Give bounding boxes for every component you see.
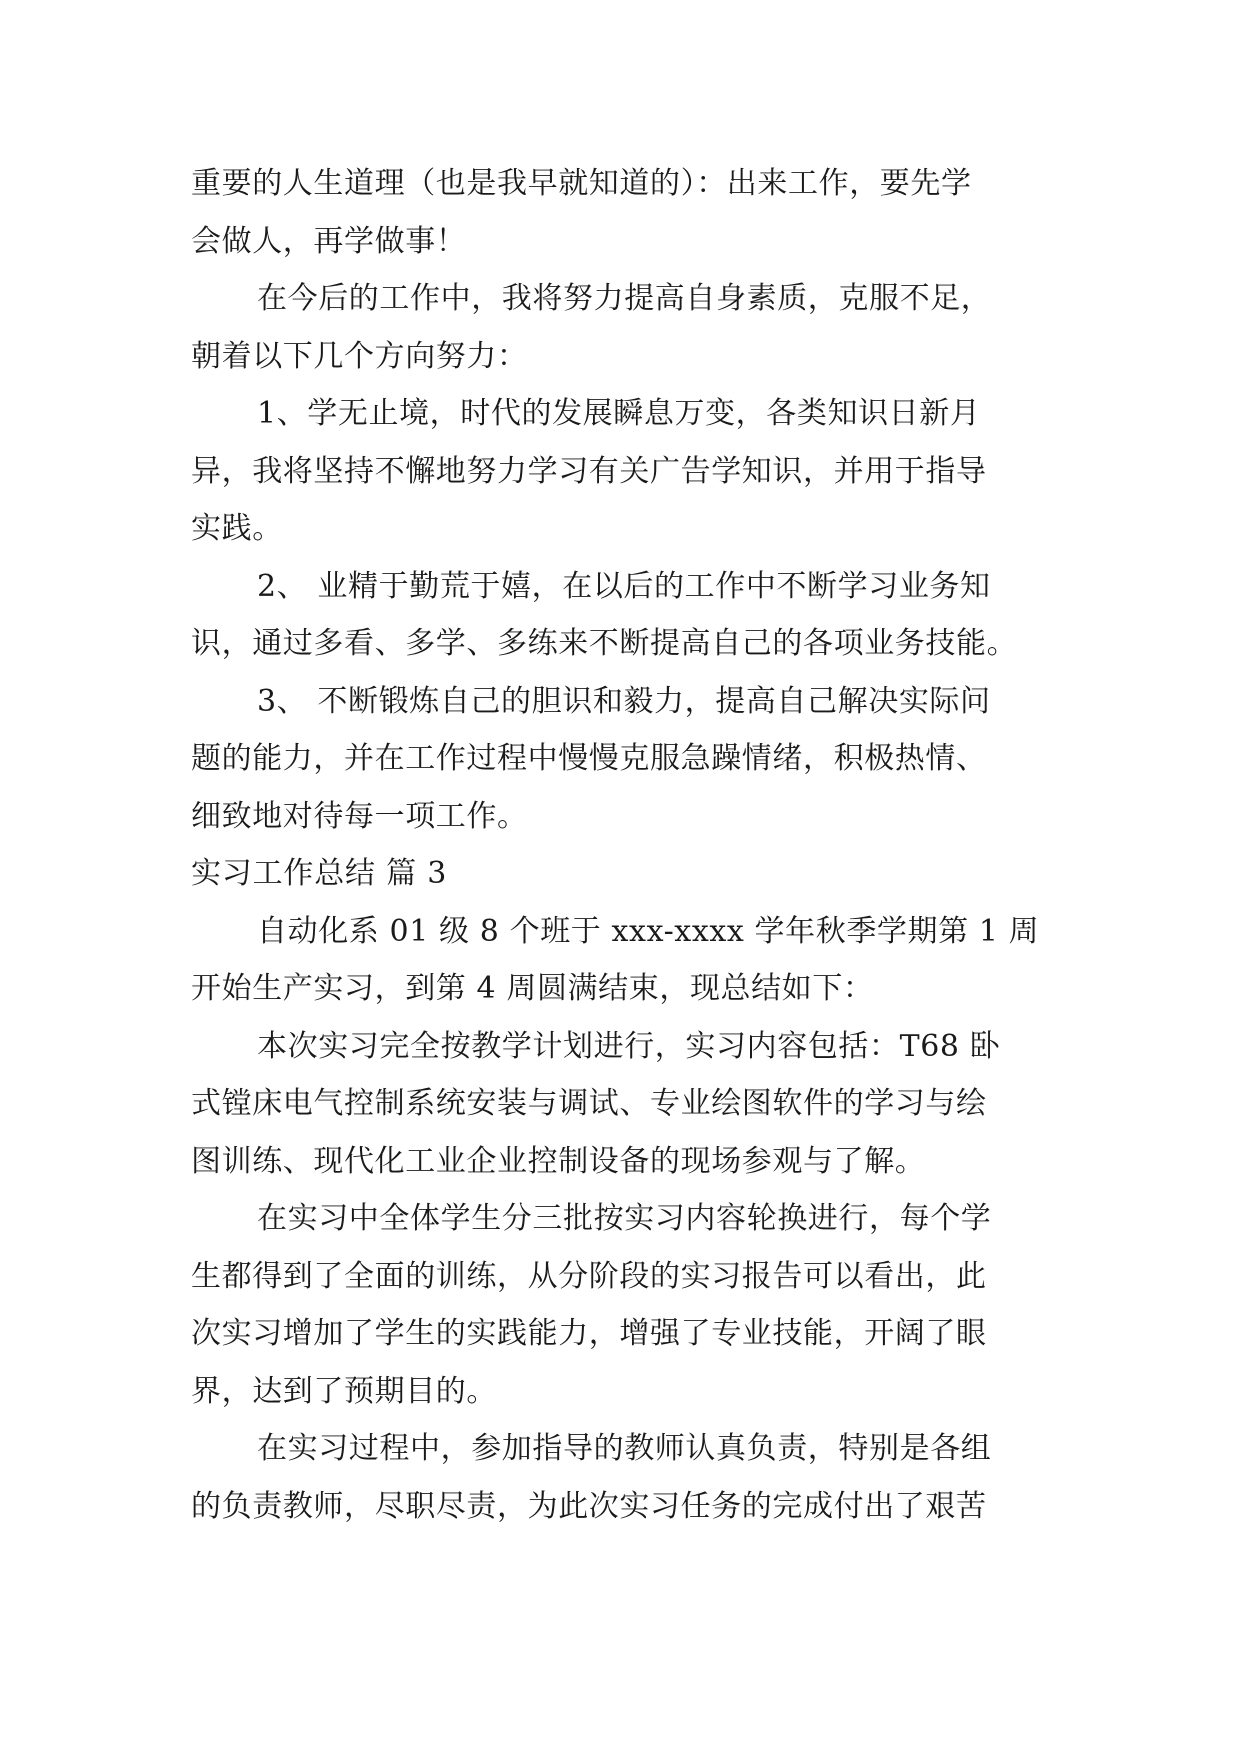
text-line: 开始生产实习，到第 4 周圆满结束，现总结如下： <box>191 971 874 1006</box>
text-line: 自动化系 01 级 8 个班于 xxx-xxxx 学年秋季学期第 1 周 <box>257 913 1040 949</box>
text-line: 界，达到了预期目的。 <box>191 1373 497 1409</box>
text-line: 会做人，再学做事！ <box>191 223 467 259</box>
document-body <box>191 155 1061 1535</box>
text-line: 次实习增加了学生的实践能力，增强了专业技能，开阔了眼 <box>191 1316 987 1351</box>
text-line: 识，通过多看、多学、多练来不断提高自己的各项业务技能。 <box>191 626 1018 661</box>
text-line: 式镗床电气控制系统安装与调试、专业绘图软件的学习与绘 <box>191 1086 987 1121</box>
text-line: 2、 业精于勤荒于嬉，在以后的工作中不断学习业务知 <box>257 568 991 604</box>
text-line: 在实习过程中，参加指导的教师认真负责，特别是各组 <box>257 1431 992 1466</box>
text-line: 在实习中全体学生分三批按实习内容轮换进行，每个学 <box>257 1201 992 1236</box>
text-line: 3、 不断锻炼自己的胆识和毅力，提高自己解决实际问 <box>257 683 991 719</box>
text-line: 图训练、现代化工业企业控制设备的现场参观与了解。 <box>191 1143 926 1179</box>
text-line: 异，我将坚持不懈地努力学习有关广告学知识，并用于指导 <box>191 453 987 489</box>
text-line: 的负责教师，尽职尽责，为此次实习任务的完成付出了艰苦 <box>191 1488 987 1524</box>
text-line: 本次实习完全按教学计划进行，实习内容包括：T68 卧 <box>257 1028 1001 1064</box>
text-line: 在今后的工作中，我将努力提高自身素质，克服不足， <box>257 281 992 316</box>
text-line: 朝着以下几个方向努力： <box>191 338 528 374</box>
text-line: 生都得到了全面的训练，从分阶段的实习报告可以看出，此 <box>191 1258 987 1294</box>
text-line: 题的能力，并在工作过程中慢慢克服急躁情绪，积极热情、 <box>191 741 987 776</box>
text-line: 1、学无止境，时代的发展瞬息万变，各类知识日新月 <box>257 396 981 431</box>
text-line: 细致地对待每一项工作。 <box>191 798 528 834</box>
section-heading: 实习工作总结 篇 3 <box>191 856 448 891</box>
text-line: 重要的人生道理（也是我早就知道的）：出来工作，要先学 <box>191 166 972 201</box>
text-line: 实践。 <box>191 511 283 546</box>
